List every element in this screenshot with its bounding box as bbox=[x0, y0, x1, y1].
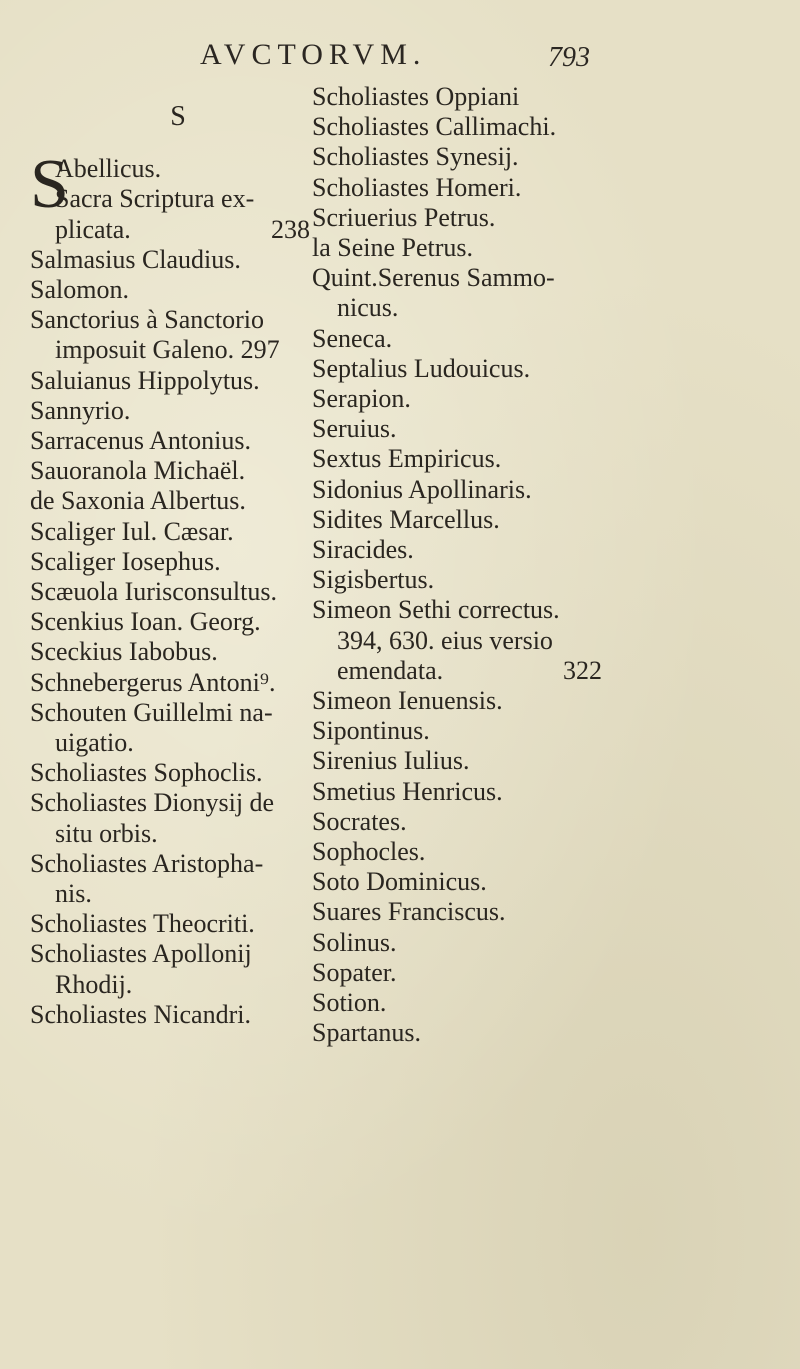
entry-text: Smetius Henricus. bbox=[312, 776, 503, 806]
index-entry bbox=[312, 656, 612, 686]
page-reference: 238 bbox=[271, 214, 310, 244]
entry-text: Sceckius Iabobus. bbox=[30, 637, 218, 667]
entry-text: Abellicus. bbox=[55, 154, 162, 184]
entry-text: Seneca. bbox=[312, 323, 393, 353]
entry-text: Simeon Sethi correctus. bbox=[312, 595, 560, 625]
index-entry bbox=[30, 607, 320, 637]
entry-text: Scholiastes Synesij. bbox=[312, 142, 519, 172]
entry-text: Salomon. bbox=[30, 275, 129, 305]
entry-text: Scholiastes Callimachi. bbox=[312, 112, 557, 142]
entry-text: Sidonius Apollinaris. bbox=[312, 474, 532, 504]
entry-text: Socrates. bbox=[312, 806, 407, 836]
entry-text: Scaliger Iosephus. bbox=[30, 546, 221, 576]
index-entry bbox=[30, 245, 320, 275]
right-column bbox=[312, 82, 612, 1049]
left-column bbox=[30, 82, 320, 1030]
entry-text: imposuit Galeno. 297 bbox=[55, 335, 280, 365]
index-entry bbox=[312, 1018, 612, 1048]
index-entry bbox=[30, 517, 320, 547]
index-entry bbox=[30, 305, 320, 335]
index-entry bbox=[312, 897, 612, 927]
index-entry bbox=[312, 716, 612, 746]
index-entry bbox=[312, 626, 612, 656]
entry-text: Serapion. bbox=[312, 384, 411, 414]
index-entry bbox=[312, 988, 612, 1018]
index-entry bbox=[30, 335, 320, 365]
entry-text: Sauoranola Michaël. bbox=[30, 456, 246, 486]
entry-text: nis. bbox=[55, 879, 92, 909]
index-entry bbox=[30, 577, 320, 607]
index-entry bbox=[312, 837, 612, 867]
index-entry bbox=[312, 867, 612, 897]
page-number: 793 bbox=[548, 42, 590, 73]
entry-text: Schnebergerus Antoni⁹. bbox=[30, 667, 276, 697]
entry-text: de Saxonia Albertus. bbox=[30, 486, 246, 516]
entry-text: Soto Dominicus. bbox=[312, 867, 487, 897]
drop-cap: S bbox=[30, 146, 69, 224]
index-entry bbox=[30, 215, 320, 245]
entry-text: Sophocles. bbox=[312, 837, 426, 867]
index-entry bbox=[30, 788, 320, 818]
entry-text: Siracides. bbox=[312, 535, 414, 565]
entry-text: 394, 630. eius versio bbox=[337, 625, 553, 655]
entry-text: Scholiastes Oppiani bbox=[312, 82, 520, 111]
index-entry bbox=[312, 928, 612, 958]
entry-text: Scholiastes Sophoclis. bbox=[30, 758, 263, 788]
section-letter: S bbox=[170, 101, 186, 132]
entry-text: Solinus. bbox=[312, 927, 397, 957]
index-entry bbox=[30, 668, 320, 698]
index-entry bbox=[312, 173, 612, 203]
index-entry bbox=[312, 233, 612, 263]
index-entry bbox=[30, 486, 320, 516]
drop-cap-block bbox=[30, 146, 320, 224]
index-entry bbox=[312, 777, 612, 807]
index-entry bbox=[30, 728, 320, 758]
entry-text: Scenkius Ioan. Georg. bbox=[30, 607, 261, 637]
entry-text: situ orbis. bbox=[55, 818, 158, 848]
index-entry bbox=[30, 184, 320, 214]
entry-text: Sipontinus. bbox=[312, 716, 430, 746]
entry-text: Scriuerius Petrus. bbox=[312, 202, 496, 232]
entry-text: la Seine Petrus. bbox=[312, 233, 474, 263]
index-entry bbox=[312, 384, 612, 414]
entry-text: Spartanus. bbox=[312, 1018, 422, 1048]
entry-text: Sextus Empiricus. bbox=[312, 444, 502, 474]
index-entry bbox=[30, 879, 320, 909]
index-entry bbox=[312, 565, 612, 595]
index-entry bbox=[30, 819, 320, 849]
index-entry bbox=[30, 939, 320, 969]
entry-text: Sidites Marcellus. bbox=[312, 504, 500, 534]
entry-text: uigatio. bbox=[55, 728, 134, 758]
index-entry bbox=[30, 909, 320, 939]
index-entry bbox=[312, 444, 612, 474]
index-entry bbox=[30, 637, 320, 667]
index-entry bbox=[312, 112, 612, 142]
index-entry bbox=[312, 142, 612, 172]
index-entry bbox=[312, 475, 612, 505]
index-entry bbox=[30, 275, 320, 305]
entry-text: Scholiastes Homeri. bbox=[312, 172, 522, 202]
entry-text: Sirenius Iulius. bbox=[312, 746, 470, 776]
index-entry bbox=[312, 686, 612, 716]
running-head: AVCTORVM. bbox=[200, 38, 427, 71]
entry-text: Scholiastes Nicandri. bbox=[30, 999, 251, 1029]
index-entry bbox=[30, 366, 320, 396]
entry-text: Sopater. bbox=[312, 957, 397, 987]
index-entry bbox=[30, 758, 320, 788]
entry-text: Scæuola Iurisconsultus. bbox=[30, 577, 277, 607]
index-entry bbox=[312, 263, 612, 293]
entry-text: Quint.Serenus Sammo- bbox=[312, 263, 555, 293]
page-header bbox=[0, 38, 800, 78]
entry-text: Simeon Ienuensis. bbox=[312, 686, 503, 716]
index-entry bbox=[30, 1000, 320, 1030]
index-entry bbox=[312, 354, 612, 384]
entry-text: Scholiastes Aristopha- bbox=[30, 848, 264, 878]
index-entry bbox=[312, 293, 612, 323]
index-entry bbox=[312, 324, 612, 354]
index-entry bbox=[312, 535, 612, 565]
index-entry bbox=[312, 807, 612, 837]
index-entry bbox=[30, 970, 320, 1000]
entry-text: nicus. bbox=[337, 293, 399, 323]
entry-text: Suares Franciscus. bbox=[312, 897, 506, 927]
entry-text: emendata. bbox=[337, 655, 444, 685]
entry-text: Sannyrio. bbox=[30, 395, 131, 425]
index-entry bbox=[30, 154, 320, 184]
entry-text: Sarracenus Antonius. bbox=[30, 426, 251, 456]
entry-text: Saluianus Hippolytus. bbox=[30, 365, 260, 395]
entry-text: Scholiastes Apollonij bbox=[30, 939, 252, 969]
index-entry bbox=[30, 698, 320, 728]
index-entry bbox=[30, 849, 320, 879]
entry-text: plicata. bbox=[55, 214, 131, 244]
index-entry bbox=[30, 426, 320, 456]
index-entry bbox=[312, 82, 612, 112]
entry-text: Sacra Scriptura ex- bbox=[55, 184, 255, 214]
entry-text: Scholiastes Theocriti. bbox=[30, 909, 255, 939]
entry-text: Sotion. bbox=[312, 988, 387, 1018]
entry-text: Sigisbertus. bbox=[312, 565, 435, 595]
entry-text: Scholiastes Dionysij de bbox=[30, 788, 275, 818]
index-entry bbox=[312, 203, 612, 233]
entry-text: Scaliger Iul. Cæsar. bbox=[30, 516, 234, 546]
entry-text: Sanctorius à Sanctorio bbox=[30, 305, 264, 335]
index-entry bbox=[30, 396, 320, 426]
entry-text: Rhodij. bbox=[55, 969, 133, 999]
index-entry bbox=[312, 746, 612, 776]
index-entry bbox=[312, 595, 612, 625]
index-entry bbox=[312, 505, 612, 535]
entry-text: Salmasius Claudius. bbox=[30, 244, 241, 274]
index-entry bbox=[312, 414, 612, 444]
entry-text: Septalius Ludouicus. bbox=[312, 353, 531, 383]
entry-text: Seruius. bbox=[312, 414, 397, 444]
index-entry bbox=[30, 456, 320, 486]
index-entry bbox=[30, 547, 320, 577]
entry-text: Schouten Guillelmi na- bbox=[30, 697, 273, 727]
page-reference: 322 bbox=[563, 655, 602, 685]
index-entry bbox=[312, 958, 612, 988]
